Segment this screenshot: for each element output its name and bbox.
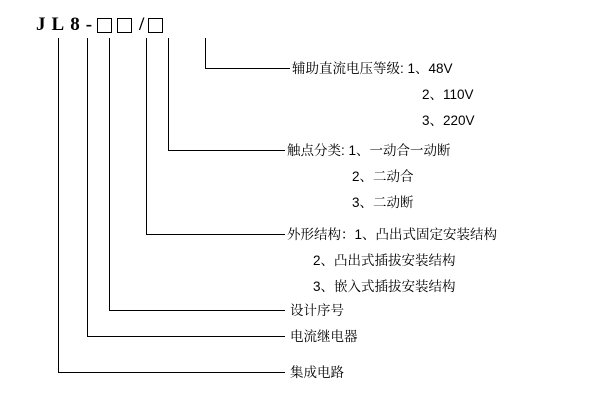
leader-vline-contact-type [168, 38, 169, 150]
model-code-row [36, 12, 168, 38]
code-slash: / [139, 14, 145, 35]
code-box-shape-structure [97, 18, 112, 33]
code-box-aux-voltage [148, 18, 163, 33]
leader-vline-design-serial [109, 38, 110, 310]
callout-aux-voltage-item-3: 3、220V [422, 113, 475, 128]
callout-shape-structure-item-3: 3、嵌入式插拔安装结构 [313, 279, 456, 294]
leader-vline-aux-voltage [205, 38, 206, 68]
leader-hline-integrated-circuit [58, 372, 285, 373]
callout-integrated-circuit-label: 集成电路 [290, 365, 344, 380]
callout-aux-voltage [292, 56, 475, 134]
leader-hline-shape-structure [146, 234, 285, 235]
leader-vline-relay-type [87, 38, 88, 336]
callout-contact-type-item-2: 2、二动合 [352, 169, 414, 184]
callout-relay-type-label: 电流继电器 [290, 329, 358, 344]
callout-relay-type [290, 324, 358, 350]
callout-shape-structure-item-2: 2、凸出式插拔安装结构 [313, 253, 456, 268]
callout-integrated-circuit [290, 360, 344, 386]
leader-hline-design-serial [109, 310, 285, 311]
leader-hline-relay-type [87, 336, 285, 337]
callout-contact-type [287, 138, 451, 216]
callout-contact-type-title: 触点分类: 1、一动合一动断 [287, 143, 451, 158]
callout-shape-structure [287, 222, 497, 300]
leader-vline-shape-structure [146, 38, 147, 234]
code-dash: - [85, 14, 93, 35]
leader-hline-contact-type [168, 150, 285, 151]
leader-hline-aux-voltage [205, 68, 290, 69]
callout-shape-structure-title: 外形结构：1、凸出式固定安装结构 [287, 227, 498, 242]
code-box-contact-type [117, 18, 132, 33]
callout-aux-voltage-title: 辅助直流电压等级: 1、48V [292, 61, 453, 76]
code-char-j: J [36, 14, 46, 35]
leader-vline-integrated-circuit [58, 38, 59, 372]
code-char-l: L [51, 14, 65, 35]
code-char-8: 8 [70, 14, 80, 35]
callout-design-serial [290, 298, 344, 324]
callout-contact-type-item-3: 3、二动断 [352, 195, 414, 210]
callout-design-serial-label: 设计序号 [290, 303, 344, 318]
callout-aux-voltage-item-2: 2、110V [422, 87, 474, 102]
